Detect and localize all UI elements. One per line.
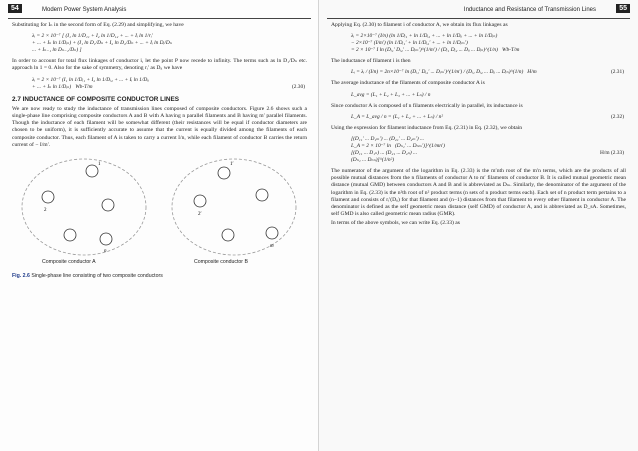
- conductor-b-outline: [172, 159, 296, 255]
- label-b-2: 2′: [198, 212, 202, 218]
- figure-caption: [12, 273, 307, 280]
- page-number: 54: [8, 4, 22, 13]
- equation-2-32: L_A = L_avg / n = (L₁ + L₂ + ... + Lₙ) / n² (2.32): [351, 113, 624, 120]
- paragraph: The inductance of filament i is then: [331, 58, 411, 65]
- label-a-1: 1: [98, 162, 101, 168]
- figure-label: Fig. 2.6: [12, 273, 30, 280]
- equation-2-30: λᵢ = 2 × 10⁻⁷ (I₁ ln 1/Dᵢ₁ + I₂ ln 1/Dᵢ₂ + ... + Iᵢ ln 1/Dᵢᵢ + ... + Iₙ ln 1/Dᵢₙ) Wb-T/m (2.30): [32, 76, 305, 90]
- section-heading: 2.7 INDUCTANCE OF COMPOSITE CONDUCTOR LINES: [12, 95, 179, 103]
- paragraph: Since conductor A is composed of n filaments electrically in parallel, its inductance is: [331, 102, 523, 109]
- page-number: 55: [616, 4, 630, 13]
- filament-a-4: [64, 229, 76, 241]
- figure-2-6: [12, 151, 307, 273]
- filament-b-3: [194, 195, 206, 207]
- filament-b-1: [218, 167, 230, 179]
- filament-b-2: [256, 189, 268, 201]
- running-head: Modern Power System Analysis: [42, 7, 127, 13]
- paragraph: Using the expression for filament inductance from Eq. (2.31) in Eq. (2.32), we obtain: [331, 124, 523, 131]
- label-b-m: m: [270, 244, 274, 250]
- caption-conductor-a: Composite conductor A: [42, 259, 96, 266]
- equation-2-33: [(D₁₁′ ... D₁ₘ′) ... (D₂₁′ ... D₂ₘ′) ... L_A = 2 × 10⁻⁷ ln (Dₙ₁′ ... Dₙₘ′)]^(1/mn′) [(D₁₁ ... D₁ₙ) ... (D₂₁ ... D₂ₙ) ... H/m (2.33) (Dₙ₁ ... Dₙₙ)]^(1/n²): [351, 136, 624, 164]
- conductor-a-outline: [22, 159, 146, 255]
- equation-number: (2.30): [291, 83, 305, 90]
- filament-a-3: [102, 199, 114, 211]
- equation-2-31: Lᵢ = λᵢ / (I/n) = 2n×10⁻⁷ ln (Dᵢ₁′ Dᵢ₂′ ... Dᵢₘ′)^(1/m′) / (Dᵢ₁ Dᵢ₂ ... Dᵢᵢ ... Dᵢₙ)^(1/n) H/m (2.31): [351, 69, 624, 76]
- left-page-header: [8, 6, 311, 19]
- figure-title: Single-phase line consisting of two composite conductors: [31, 273, 163, 280]
- filament-b-4: [222, 229, 234, 241]
- equation-number: (2.31): [610, 69, 624, 76]
- filament-a-n: [100, 233, 112, 245]
- caption-conductor-b: Composite conductor B: [194, 259, 248, 266]
- filament-a-2: [42, 191, 54, 203]
- intro-text: Substituting for Iₙ in the second form of Eq. (2.29) and simplifying, we have: [12, 22, 184, 28]
- equation-flux-linkage: λᵢ = 2 × 10⁻⁷ [ (I₁ ln 1/D₁₁ + I₂ ln 1/D₁₂ + ... + Iᵢ ln 1/rᵢ′ + ... + Iₙ ln 1/Dᵢₙ) + (I₁ ln D₁/Dₙ + I₂ ln D₂/Dₙ + ... + Iᵢ ln Dᵢ/Dₙ ... + Iₙ₋₁ ln Dₙ₋₁/Dₙ) ]: [32, 33, 172, 54]
- right-page-body: [331, 22, 626, 230]
- paragraph: Applying Eq. (2.30) to filament i of conductor A, we obtain its flux linkages as: [331, 22, 508, 28]
- equation-average-inductance: L_avg = (L₁ + L₂ + L₃ + ... + Lₙ) / n: [351, 91, 431, 98]
- paragraph: In order to account for total flux linkages of conductor i, let the point P now recede to infinity. The terms such as ln D₁/Dₙ etc. approach ln 1 = 0. Also for the sake of symmetry, denoting rᵢ′ as Dᵢᵢ we have: [12, 58, 307, 72]
- right-page-header: [327, 6, 630, 19]
- filament-b-m: [266, 227, 278, 239]
- left-page-body: [12, 22, 307, 280]
- running-head: Inductance and Resistance of Transmission Lines: [463, 7, 596, 13]
- equation-number: (2.32): [610, 113, 624, 120]
- label-a-2: 2: [44, 208, 47, 214]
- paragraph: The average inductance of the filaments of composite conductor A is: [331, 80, 485, 87]
- paragraph: We are now ready to study the inductance of transmission lines composed of composite conductors. Figure 2.6 shows such a single-phase line comprising composite conductors A and B with A having n parallel filaments and B having m′ parallel filaments. Though the inductance of each filament will be somewhat different (their resistances will be equal if conductor diameters are chosen to be uniform), it is sufficiently accurate to assume that the current is equally divided among the filaments of each composite conductor. Thus, each filament of A is taken to carry a current I/n, while each filament of conductor B carries the return current of − I/m′.: [12, 105, 307, 148]
- right-page: [319, 0, 638, 451]
- equation-filament-flux: λᵢ = 2×10⁻⁷ (I/n) (ln 1/Dᵢ₁ + ln 1/Dᵢ₂ + ... + ln 1/Dᵢᵢ + ... + ln 1/Dᵢₙ) − 2×10⁻⁷ (I/m′) (ln 1/Dᵢ₁′ + ln 1/Dᵢ₂′ + ... + ln 1/Dᵢₘ′) = 2 × 10⁻⁷ I ln (Dᵢ₁′ Dᵢ₂′ ... Dᵢₘ′)^(1/m′) / (Dᵢ₁ Dᵢ₂ ... Dᵢᵢ ... Dᵢₙ)^(1/n) Wb-T/m: [351, 33, 520, 54]
- label-a-n: n: [104, 249, 107, 255]
- composite-conductors-diagram: [12, 151, 307, 259]
- label-b-1: 1′: [230, 162, 234, 168]
- paragraph: The numerator of the argument of the logarithm in Eq. (2.33) is the m′nth root of the m′n terms, which are the products of all possible mutual distances from the n filaments of conductor A to m′ filaments of conductor B. It is called mutual geometric mean distance (mutual GMD) between conductors A and B and is abbreviated as Dₘ. Similarly, the denominator of the argument of the logarithm in Eq. (2.33) is the n²th root of n² product terms (n sets of n product terms each). Each set of n product term pertains to a filament and consists of rᵢ′(Dᵢᵢ) for that filament and (n−1) distances from that filament to every other filament in conductor A. The denominator is defined as the self geometric mean distance (self GMD) of conductor A, and is abbreviated as D_sA. Sometimes, self GMD is also called geometric mean radius (GMR).: [331, 168, 626, 218]
- equation-number: H/m (2.33): [600, 150, 624, 157]
- paragraph: In terms of the above symbols, we can write Eq. (2.33) as: [331, 220, 460, 227]
- filament-a-1: [86, 165, 98, 177]
